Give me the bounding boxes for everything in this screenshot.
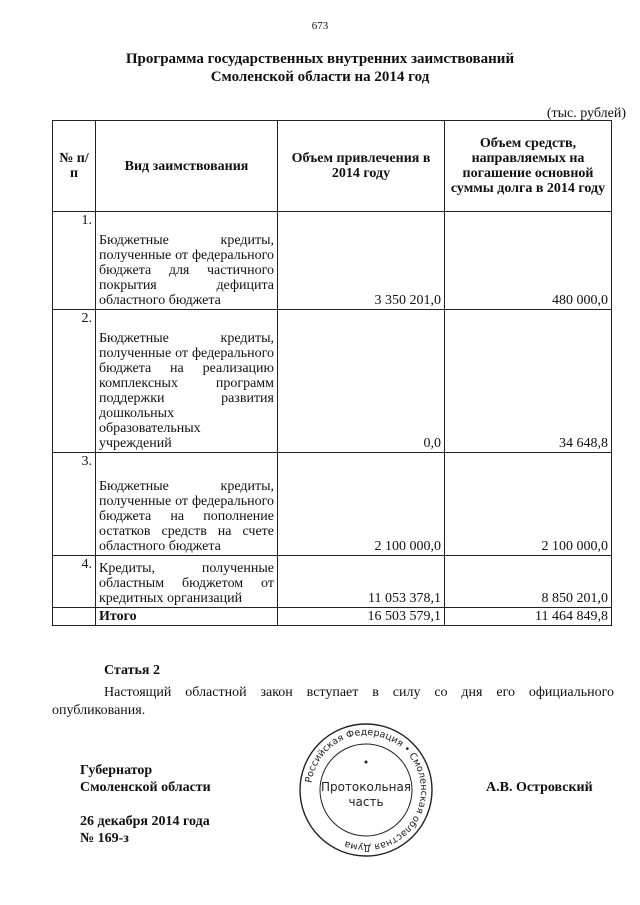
row-volume: 11 053 378,1 (278, 556, 445, 608)
stamp-center-line-1: Протокольная (320, 780, 412, 794)
row-name: Бюджетные кредиты, полученные от федерального бюджета на пополнение остатков средств на счете областного бюджета (96, 453, 278, 556)
law-number: № 169-з (80, 831, 129, 846)
date-block (80, 813, 210, 847)
header-num: № п/п (53, 121, 96, 212)
row-name: Кредиты, полученные областным бюджетом от кредитных организаций (96, 556, 278, 608)
governor-block (80, 762, 211, 796)
signer-name: А.В. Островский (486, 780, 593, 795)
page-number: 673 (311, 20, 329, 32)
units-label: (тыс. рублей) (546, 106, 626, 121)
stamp-dot (365, 761, 368, 764)
borrowings-table (52, 120, 612, 626)
row-volume: 3 350 201,0 (278, 212, 445, 310)
row-repay: 480 000,0 (445, 212, 612, 310)
total-empty-cell (53, 608, 96, 626)
table-header-row (53, 121, 612, 212)
governor-title: Губернатор (80, 763, 153, 778)
row-volume: 0,0 (278, 310, 445, 453)
total-label: Итого (96, 608, 278, 626)
row-volume: 2 100 000,0 (278, 453, 445, 556)
stamp-center-line-2: часть (348, 795, 384, 809)
total-row (53, 608, 612, 626)
table-row (53, 453, 612, 556)
title-line-2: Смоленской области на 2014 год (210, 69, 430, 85)
page-title (0, 50, 640, 86)
header-type: Вид заимствования (96, 121, 278, 212)
stamp-ring-textpath: Российская Федерация • Смоленская областная Дума (303, 726, 430, 854)
law-date: 26 декабря 2014 года (80, 814, 210, 829)
row-name: Бюджетные кредиты, полученные от федерального бюджета для частичного покрытия дефицита областного бюджета (96, 212, 278, 310)
row-repay: 8 850 201,0 (445, 556, 612, 608)
table-row (53, 310, 612, 453)
header-repay: Объем средств, направляемых на погашение основной суммы долга в 2014 году (445, 121, 612, 212)
header-volume: Объем привлечения в 2014 году (278, 121, 445, 212)
article-title: Статья 2 (104, 663, 160, 678)
row-number: 4. (53, 556, 96, 608)
governor-region: Смоленской области (80, 780, 211, 795)
row-number: 3. (53, 453, 96, 556)
total-repay: 11 464 849,8 (445, 608, 612, 626)
table-row (53, 212, 612, 310)
row-number: 1. (53, 212, 96, 310)
table-row (53, 556, 612, 608)
title-line-1: Программа государственных внутренних заимствований (125, 51, 515, 67)
row-repay: 2 100 000,0 (445, 453, 612, 556)
stamp-seal (296, 720, 436, 860)
row-name: Бюджетные кредиты, полученные от федерального бюджета на реализацию комплексных программ поддержки развития дошкольных образовательных учреждений (96, 310, 278, 453)
row-number: 2. (53, 310, 96, 453)
total-volume: 16 503 579,1 (278, 608, 445, 626)
article-text: Настоящий областной закон вступает в силу со дня его официального опубликования. (52, 685, 614, 718)
row-repay: 34 648,8 (445, 310, 612, 453)
